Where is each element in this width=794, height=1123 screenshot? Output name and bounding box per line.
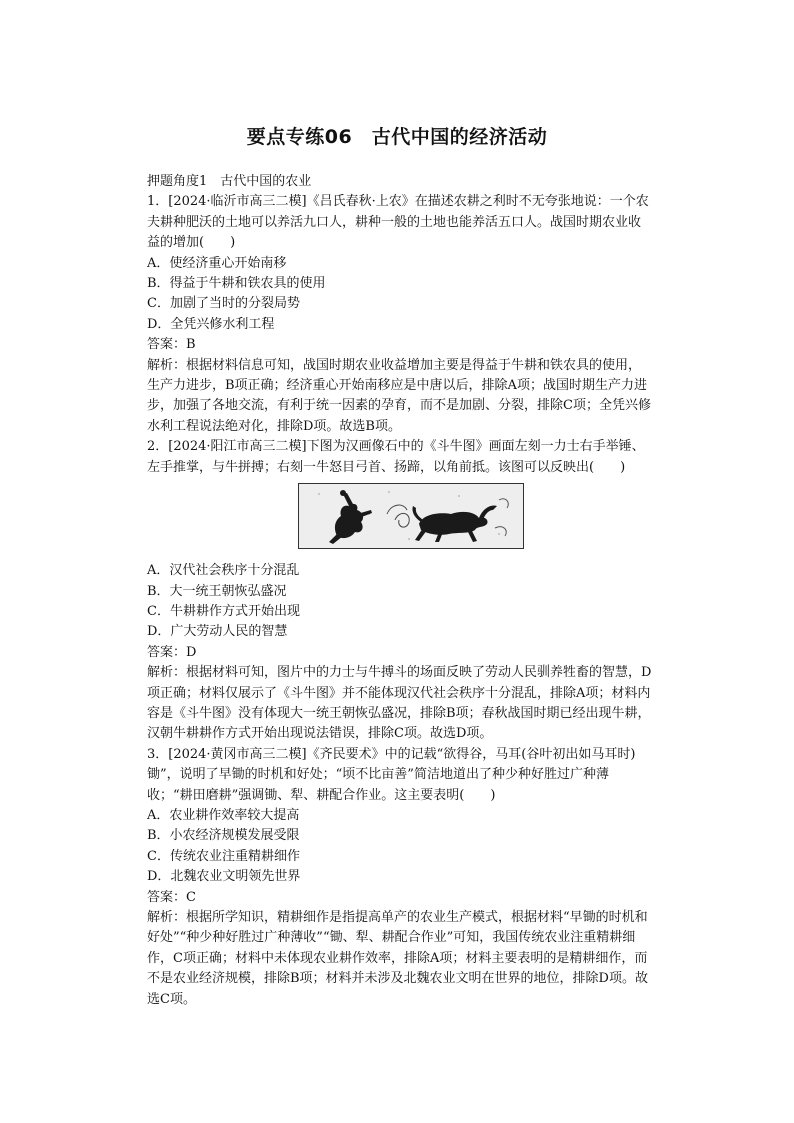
- question-1-answer: 答案：B: [147, 337, 196, 353]
- question-2-option-c: C．牛耕耕作方式开始出现: [147, 603, 300, 619]
- question-1-option-a: A．使经济重心开始南移: [147, 255, 287, 271]
- question-3-stem: 3．[2024·黄冈市高三二模]《齐民要术》中的记载“欲得谷，马耳(谷叶初出如马耳时)锄”，说明了早锄的时机和好处；“顷不比亩善”简洁地道出了种少种好胜过广种薄收；“耕田磨耕”强调锄、犁、耕配合作业。这主要表明( ): [147, 746, 636, 803]
- question-2-option-b: B．大一统王朝恢弘盛况: [147, 583, 287, 599]
- section-heading: 押题角度1 古代中国的农业: [147, 174, 312, 189]
- question-1-option-c: C．加剧了当时的分裂局势: [147, 296, 300, 312]
- question-1-option-b: B．得益于牛耕和铁农具的使用: [147, 276, 326, 292]
- question-2-stem: 2．[2024·阳江市高三二模]下图为汉画像石中的《斗牛图》画面左刻一力士右手举锤、左手推掌，与牛拼搏；右刻一牛怒目弓首、扬蹄，以角前抵。该图可以反映出( ): [147, 439, 645, 475]
- question-3-option-a: A．农业耕作效率较大提高: [147, 807, 300, 823]
- question-1-stem: 1．[2024·临沂市高三二模]《吕氏春秋·上农》在描述农耕之利时不无夸张地说：一个农夫耕种肥沃的土地可以养活九口人，耕种一般的土地也能养活五口人。战国时期农业收益的增加( ): [147, 194, 649, 251]
- page-title: 要点专练06 古代中国的经济活动: [246, 126, 548, 148]
- question-1-option-d: D．全凭兴修水利工程: [147, 316, 275, 332]
- question-3-answer: 答案：C: [147, 889, 196, 905]
- question-1-analysis: 解析：根据材料信息可知，战国时期农业收益增加主要是得益于牛耕和铁农具的使用，生产力进步，B项正确；经济重心开始南移应是中唐以后，排除A项；战国时期生产力进步，加强了各地交流，有利于统一因素的孕育，而不是加剧、分裂，排除C项；全凭兴修水利工程说法绝对化，排除D项。故选B项。: [147, 357, 651, 434]
- question-3-analysis: 解析：根据所学知识，精耕细作是指提高单产的农业生产模式，根据材料“早锄的时机和好处”“种少种好胜过广种薄收”“锄、犁、耕配合作业”可知，我国传统农业注重精耕细作，C项正确；材料中未体现农业耕作效率，排除A项；材料主要表明的是精耕细作，而不是农业经济规模，排除B项；材料并未涉及北魏农业文明在世界的地位，排除D项。故选C项。: [147, 910, 648, 1007]
- question-2-option-a: A．汉代社会秩序十分混乱: [147, 563, 300, 579]
- bull-fighting-relief-image: [298, 483, 524, 549]
- question-3-option-b: B．小农经济规模发展受限: [147, 828, 300, 844]
- question-3-option-d: D．北魏农业文明领先世界: [147, 869, 301, 885]
- document-body: [147, 172, 653, 1010]
- question-2-answer: 答案：D: [147, 644, 197, 660]
- question-2-analysis: 解析：根据材料可知，图片中的力士与牛搏斗的场面反映了劳动人民驯养牲畜的智慧，D项正确；材料仅展示了《斗牛图》并不能体现汉代社会秩序十分混乱，排除A项；材料内容是《斗牛图》没有体现大一统王朝恢弘盛况，排除B项；春秋战国时期已经出现牛耕，汉朝牛耕耕作方式开始出现说法错误，排除C项。故选D项。: [147, 665, 652, 742]
- question-3-option-c: C．传统农业注重精耕细作: [147, 848, 300, 864]
- question-2-option-d: D．广大劳动人民的智慧: [147, 624, 288, 640]
